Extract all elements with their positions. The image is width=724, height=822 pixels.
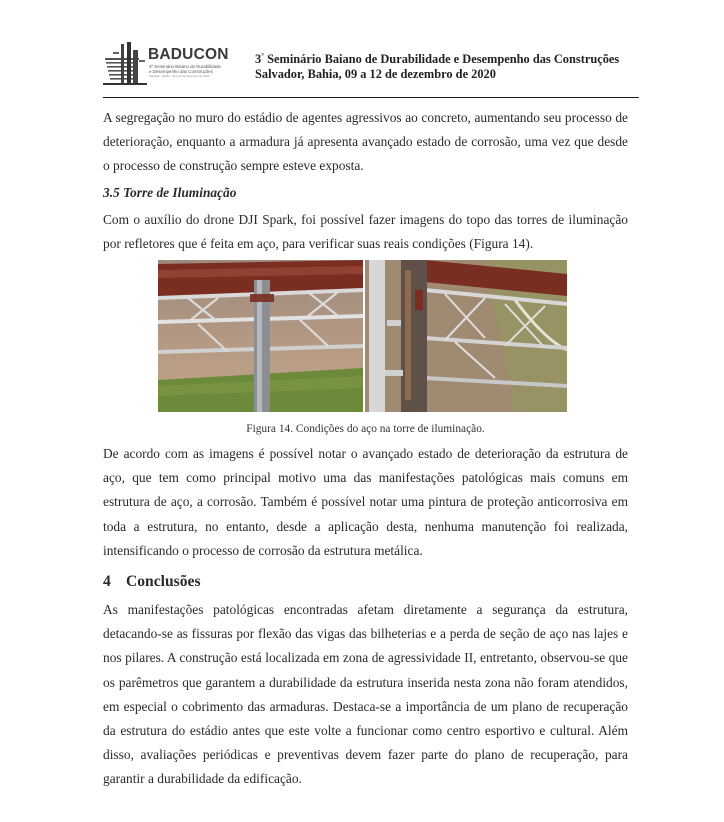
seminar-place-date: Salvador, Bahia, 09 a 12 de dezembro de 2020 — [255, 67, 496, 82]
subsection-paragraph: Com o auxílio do drone DJI Spark, foi possível fazer imagens do topo das torres de iluminação por refletores que é feita em aço, para verificar suas reais condições (Figura 14). — [103, 211, 628, 251]
page-body — [103, 106, 628, 792]
subsection-title: 3.5 Torre de Iluminação — [103, 184, 237, 200]
tower-photo-left-illustration — [158, 260, 363, 412]
analysis-paragraph: De acordo com as imagens é possível notar o avançado estado de deterioração da estrutura de aço, que tem como principal motivo uma das manifestações patológicas mais comuns em estrutura de aço, a corrosão. Também é possível notar uma pintura de proteção anticorrosiva em toda a estrutura, no entanto, desde a aplicação desta, nenhuma manutenção foi realizada, intensificando o processo de corrosão da estrutura metálica. — [103, 446, 628, 558]
logo-subtitle-line: 3º Seminário Baiano de Durabilidade — [149, 64, 221, 69]
logo-subtitle — [149, 64, 253, 80]
seminar-title-block — [255, 49, 619, 82]
logo-subtitle-line: e Desempenho das Construções — [149, 69, 213, 75]
tower-photo-right-illustration — [365, 260, 567, 412]
section-title: Conclusões — [126, 573, 201, 591]
section-heading — [103, 572, 628, 592]
seminar-title — [255, 49, 619, 67]
logo-name: BADUCON — [148, 46, 229, 63]
section-number: 4 — [103, 573, 111, 591]
figure-14 — [103, 260, 628, 422]
figure-caption: Figura 14. Condições do aço na torre de iluminação. — [246, 423, 485, 436]
seminar-number: 3 — [255, 52, 262, 67]
seminar-ordinal: ° — [261, 52, 265, 60]
stadium-emblem-icon — [103, 40, 147, 86]
page-header — [103, 40, 639, 96]
seminar-title-text: Seminário Baiano de Durabilidade e Desempenho das Construções — [264, 52, 620, 67]
logo-fine-print: Salvador · Bahia · 09 a 12 de dezembro de 2020 — [149, 74, 210, 79]
baducon-logo — [103, 40, 253, 90]
conclusion-paragraph: As manifestações patológicas encontradas afetam diretamente a segurança da estrutura, detacando-se as fissuras por flexão das vigas das bilheterias e a perda de seção de aço nas lajes e nos pilares. A construção está localizada em zona de agressividade II, entretanto, observou-se que os parêmetros que garantem a durabilidade da estrutura inserida nesta zona não foram atendidos, em especial o cobrimento das armaduras. Destaca-se a importância de um plano de recuperação da estrutura do estádio antes que este volte a funcionar como centro esportivo e cultural. Além disso, avaliações periódicas e preventivas devem fazer parte do plano de recuperação, para garantir a durabilidade da edificação. — [103, 602, 628, 787]
header-divider — [103, 97, 639, 98]
tower-top-photo-left — [158, 260, 363, 412]
tower-top-photo-right — [365, 260, 567, 412]
intro-paragraph: A segregação no muro do estádio de agentes agressivos ao concreto, aumentando seu processo de deterioração, enquanto a armadura já apresenta avançado estado de corrosão, uma vez que desde o processo de construção sempre esteve exposta. — [103, 110, 628, 174]
